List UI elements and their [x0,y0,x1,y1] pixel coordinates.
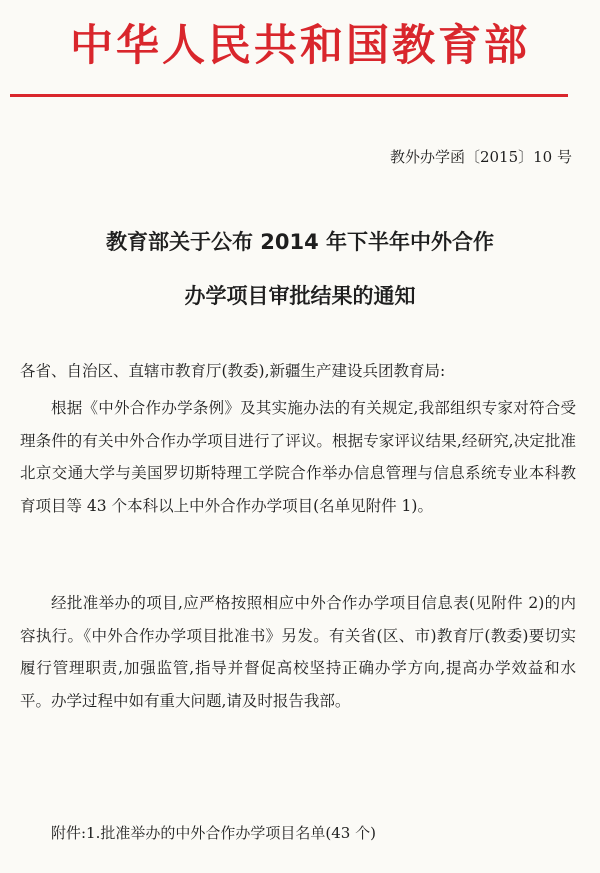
document-title-line-2: 办学项目审批结果的通知 [184,284,416,308]
document-number: 教外办学函〔2015〕10 号 [389,148,572,166]
document-title-line-1: 教育部关于公布 2014 年下半年中外合作 [105,230,495,254]
masthead-title: 中华人民共和国教育部 [70,21,530,71]
masthead-red-rule [10,94,568,97]
salutation: 各省、自治区、直辖市教育厅(教委),新疆生产建设兵团教育局: [20,362,446,380]
body-paragraph-1: 根据《中外合作办学条例》及其实施办法的有关规定,我部组织专家对符合受理条件的有关中外合作办学项目进行了评议。根据专家评议结果,经研究,决定批准北京交通大学与美国罗切斯特理工学院合作举办信息管理与信息系统专业本科教育项目等 43 个本科以上中外合作办学项目(名单见附件 1)。 [20,399,576,515]
attachment-line: 附件:1.批准举办的中外合作办学项目名单(43 个) [51,824,376,842]
body-paragraph-2: 经批准举办的项目,应严格按照相应中外合作办学项目信息表(见附件 2)的内容执行。《中外合作办学项目批准书》另发。有关省(区、市)教育厅(教委)要切实履行管理职责,加强监管,指导并督促高校坚持正确办学方向,提高办学效益和水平。办学过程中如有重大问题,请及时报告我部。 [20,594,576,710]
